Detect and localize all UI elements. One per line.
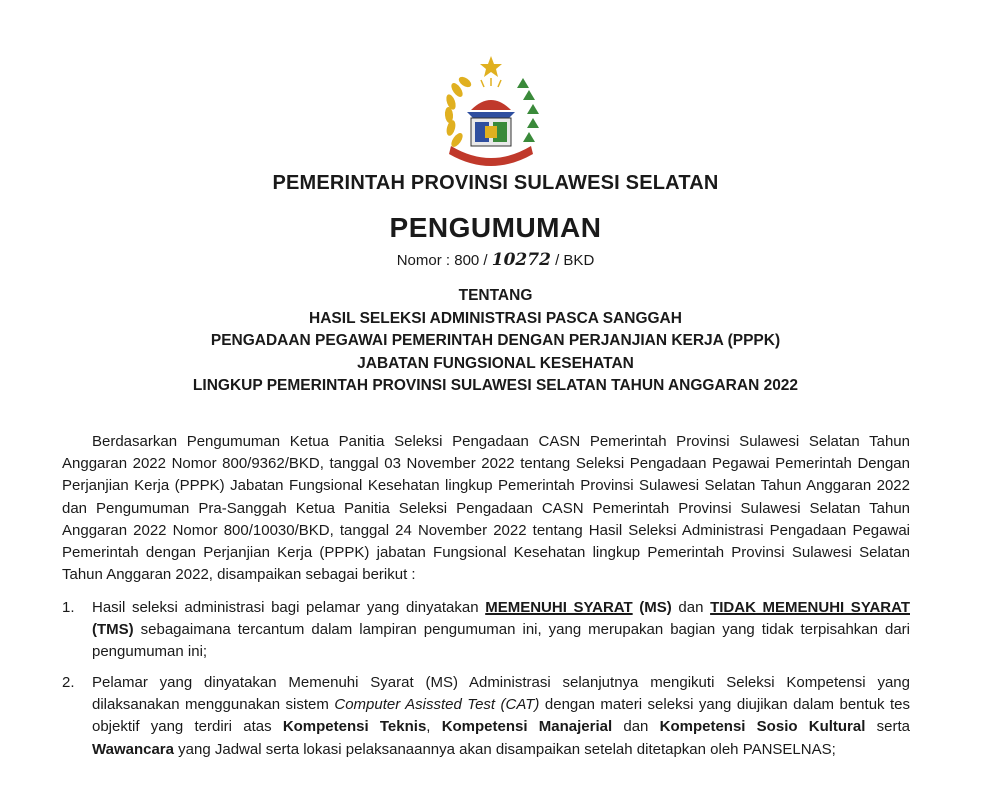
intro-paragraph: Berdasarkan Pengumuman Ketua Panitia Seleksi Pengadaan CASN Pemerintah Provinsi Sulawesi Selatan Tahun Anggaran 2022 Nomor 800/9362/BKD, tanggal 03 November 2022 tentang Seleksi Pengadaan Pegawai Pemerintah Dengan Perjanjian Kerja (PPPK) Jabatan Fungsional Kesehatan lingkup Pemerintah Provinsi Sulawesi Selatan Tahun Anggaran 2022 dan Pengumuman Pra-Sanggah Ketua Panitia Seleksi Pengadaan CASN Pemerintah Provinsi Sulawesi Selatan Tahun Anggaran 2022 Nomor 800/10030/BKD, tanggal 24 November 2022 tentang Hasil Seleksi Administrasi Pengadaan Pegawai Pemerintah dengan Perjanjian Kerja (PPPK) jabatan Fungsional Kesehatan lingkup Pemerintah Provinsi Sulawesi Selatan Tahun Anggaran 2022, disampaikan sebagai berikut : [62,433,910,584]
nomor-handwritten-number: 10272 [491,250,551,270]
list-text: Hasil seleksi administrasi bagi pelamar yang dinyatakan MEMENUHI SYARAT (MS) dan TIDAK MEMENUHI SYARAT (TMS) sebagaimana tercantum dalam lampiran pengumuman ini, yang merupakan bagian yang tidak terpisahkan dari pengumuman ini; [92,599,910,661]
ms-label: MEMENUHI SYARAT [485,599,633,616]
list-number: 2. [62,674,75,691]
nomor-suffix: / BKD [555,252,595,269]
sulawesi-selatan-emblem [437,54,545,166]
document-number [0,250,991,270]
cat-term: Computer Asissted Test (CAT) [334,696,540,714]
subject-line: PENGADAAN PEGAWAI PEMERINTAH DENGAN PERJANJIAN KERJA (PPPK) [210,332,781,349]
list-number: 1. [62,599,75,616]
subject-line: JABATAN FUNGSIONAL KESEHATAN [357,354,634,372]
list-item-2 [62,672,910,761]
subject-line: HASIL SELEKSI ADMINISTRASI PASCA SANGGAH [309,309,682,327]
nomor-prefix: Nomor : 800 / [396,252,488,269]
document-title: PENGUMUMAN [389,212,602,243]
subject-line: TENTANG [458,287,533,304]
subject-line: LINGKUP PEMERINTAH PROVINSI SULAWESI SELATAN TAHUN ANGGARAN 2022 [192,377,799,394]
government-name: PEMERINTAH PROVINSI SULAWESI SELATAN [272,172,719,194]
list-item-1 [62,597,910,664]
tms-label: TIDAK MEMENUHI SYARAT [710,599,910,616]
list-text: Pelamar yang dinyatakan Memenuhi Syarat (MS) Administrasi selanjutnya mengikuti Seleksi Kompetensi yang dilaksanakan menggunakan sistem Computer Asissted Test (CAT) dengan materi seleksi yang diujikan dalam bentuk tes objektif yang terdiri atas Kompetensi Teknis, Kompetensi Manajerial dan Kompetensi Sosio Kultural serta Wawancara yang Jadwal serta lokasi pelaksanaannya akan disampaikan setelah ditetapkan oleh PANSELNAS; [92,674,911,758]
subject-block [0,285,991,398]
